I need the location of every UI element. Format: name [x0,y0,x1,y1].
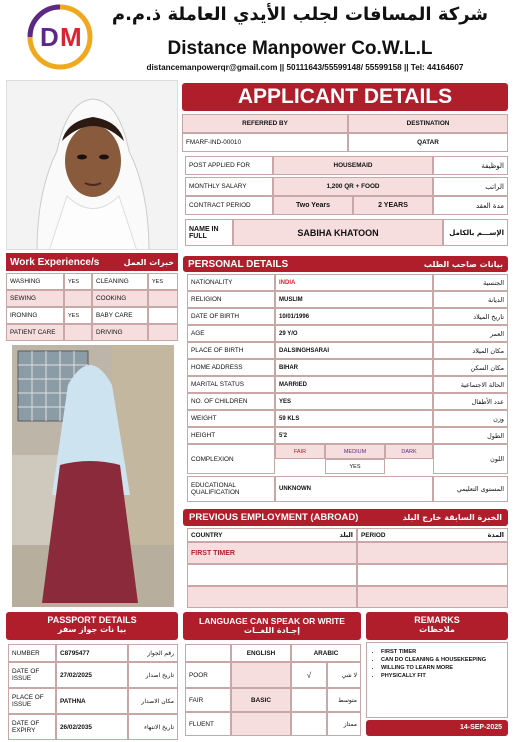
complexion-fair: FAIR [275,444,325,459]
passport-field-ar: تاريخ الانتهاء [128,714,178,740]
period-label-ar: المدة [487,531,504,539]
personal-field-ar: مكان السكن [433,359,508,376]
personal-field-value: INDIA [275,274,433,291]
education-value: UNKNOWN [275,476,433,502]
work-skill-label: WASHING [6,273,64,290]
name-label: NAME IN FULL [185,219,233,246]
work-skill-label: CLEANING [92,273,148,290]
passport-field-label: PLACE OF ISSUE [8,688,56,714]
work-skill-value: YES [64,273,92,290]
language-level-label: POOR [185,662,231,688]
destination-value: QATAR [348,133,508,152]
personal-field-value: MUSLIM [275,291,433,308]
work-skill-value [148,324,178,341]
arabic-level-mark [291,688,327,712]
english-level-value [231,712,291,736]
work-skill-label: COOKING [92,290,148,307]
salary-label: MONTHLY SALARY [185,177,273,196]
salary-ar: الراتب [433,177,508,196]
remark-item: • FIRST TIMER [381,648,507,656]
reference-number: FMARF-IND-00010 [182,133,348,152]
contact-line: distancemanpowerqr@gmail.com || 50111643/55599148/ 55599158 || Tel: 44164607 [146,63,464,72]
passport-field-ar: مكان الاصدار [128,688,178,714]
contract-value-1: Two Years [273,196,353,215]
passport-field-value: PATHNA [56,688,128,714]
company-name-arabic: شركة المسافات لجلب الأيدي العاملة ذ.م.م [111,4,489,25]
complexion-dark: DARK [385,444,433,459]
remarks-date: 14-SEP-2025 [366,720,508,736]
prev-empty-row-2 [187,586,357,608]
arabic-level-label: ممتاز [327,712,361,736]
arabic-level-mark: √ [291,662,327,688]
contract-ar: مدة العقد [433,196,508,215]
applicant-portrait-photo [6,80,178,250]
personal-field-ar: الحالة الاجتماعية [433,376,508,393]
personal-field-label: RELIGION [187,291,275,308]
arabic-column-label: ARABIC [291,644,361,662]
personal-details-title-ar: بيانات صاحب الطلب [423,259,503,269]
work-skill-label: BABY CARE [92,307,148,324]
passport-field-ar: رقم الجواز [128,644,178,662]
education-ar: المستوى التعليمي [433,476,508,502]
referred-by-label: REFERRED BY [182,114,348,133]
first-timer-value: FIRST TIMER [187,542,357,564]
language-header [183,612,361,640]
post-ar: الوظيفة [433,156,508,175]
personal-field-label: AGE [187,325,275,342]
language-title: LANGUAGE CAN SPEAK OR WRITE [199,616,345,626]
personal-field-value: YES [275,393,433,410]
personal-field-value: 10/01/1996 [275,308,433,325]
remarks-box [366,642,508,718]
destination-label: DESTINATION [348,114,508,133]
remarks-title: REMARKS [414,615,460,625]
english-level-value: BASIC [231,688,291,712]
personal-field-ar: الجنسية [433,274,508,291]
work-skill-label: SEWING [6,290,64,307]
english-level-value [231,662,291,688]
english-column-label: ENGLISH [231,644,291,662]
passport-field-value: 26/02/2035 [56,714,128,740]
personal-field-value: 59 KLS [275,410,433,427]
passport-field-value: 27/02/2025 [56,662,128,688]
remark-item: • CAN DO CLEANING & HOUSEKEEPING [381,656,507,664]
work-skill-label: PATIENT CARE [6,324,64,341]
arabic-level-label: متوسط [327,688,361,712]
complexion-label: COMPLEXION [187,444,275,474]
personal-field-ar: مكان الميلاد [433,342,508,359]
company-logo [26,2,102,70]
work-skill-value [148,307,178,324]
personal-field-label: DATE OF BIRTH [187,308,275,325]
personal-field-ar: العمر [433,325,508,342]
applicant-full-body-photo [12,345,174,607]
personal-field-value: BIHAR [275,359,433,376]
country-label-ar: البلد [339,531,353,539]
language-level-label: FAIR [185,688,231,712]
complexion-medium: MEDIUM [325,444,385,459]
personal-field-ar: عدد الأطفال [433,393,508,410]
personal-field-value: 5'2 [275,427,433,444]
previous-employment-header [183,509,508,526]
personal-field-label: MARITAL STATUS [187,376,275,393]
document-title: APPLICANT DETAILS [182,83,508,111]
remarks-title-ar: ملاحظات [419,625,455,634]
prev-empty-row-1 [187,564,357,586]
personal-details-header [183,256,508,272]
work-skill-label: DRIVING [92,324,148,341]
personal-field-value: MARRIED [275,376,433,393]
name-value: SABIHA KHATOON [233,219,443,246]
language-level-label: FLUENT [185,712,231,736]
post-label: POST APPLIED FOR [185,156,273,175]
complexion-ar: اللون [433,444,508,474]
personal-field-label: NATIONALITY [187,274,275,291]
country-label [187,528,357,542]
personal-field-ar: الطول [433,427,508,444]
period-label-text: PERIOD [361,531,386,539]
arabic-level-label: لا شي [327,662,361,688]
work-skill-value: YES [148,273,178,290]
company-name-english: Distance Manpower Co.W.L.L [167,38,433,59]
svg-text:D: D [40,22,59,52]
personal-field-value: 29 Y/O [275,325,433,342]
previous-employment-title-ar: الخبرة السابقة خارج البلد [402,513,502,522]
svg-text:M: M [60,22,82,52]
personal-field-ar: وزن [433,410,508,427]
personal-field-label: NO. OF CHILDREN [187,393,275,410]
language-title-ar: إجـادة اللغــات [244,626,300,635]
contract-value-2: 2 YEARS [353,196,433,215]
name-ar: الإســـم بالكامل [443,219,508,246]
passport-field-label: DATE OF EXPIRY [8,714,56,740]
personal-field-label: PLACE OF BIRTH [187,342,275,359]
prev-empty-row-2b [357,586,508,608]
work-experience-title-ar: خبرات العمل [123,257,174,267]
passport-header [6,612,178,640]
personal-field-ar: الديانة [433,291,508,308]
remark-item: • WILLING TO LEARN MORE [381,664,507,672]
passport-field-label: DATE OF ISSUE [8,662,56,688]
work-skill-value [64,290,92,307]
country-label-text: COUNTRY [191,531,223,539]
previous-employment-title: PREVIOUS EMPLOYMENT (ABROAD) [189,512,359,523]
complexion-mark: YES [325,459,385,474]
passport-title-ar: بيا نات جواز سفر [57,625,127,634]
salary-value: 1,200 QR + FOOD [273,177,433,196]
passport-title: PASSPORT DETAILS [47,615,137,625]
personal-field-label: WEIGHT [187,410,275,427]
passport-field-value: C8795477 [56,644,128,662]
lang-col-blank [185,644,231,662]
personal-field-label: HOME ADDRESS [187,359,275,376]
personal-field-ar: تاريخ الميلاد [433,308,508,325]
personal-field-label: HEIGHT [187,427,275,444]
personal-details-title: PERSONAL DETAILS [188,258,289,270]
work-skill-value [148,290,178,307]
passport-field-label: NUMBER [8,644,56,662]
education-label: EDUCATIONAL QUALIFICATION [187,476,275,502]
post-value: HOUSEMAID [273,156,433,175]
contract-label: CONTRACT PERIOD [185,196,273,215]
personal-field-value: DALSINGHSARAI [275,342,433,359]
period-value-empty [357,542,508,564]
work-skill-value [64,324,92,341]
remark-item: • PHYSICALLY FIT [381,672,507,680]
work-experience-header [6,253,178,271]
arabic-level-mark [291,712,327,736]
period-label [357,528,508,542]
prev-empty-row-1b [357,564,508,586]
work-skill-value: YES [64,307,92,324]
work-experience-title: Work Experience/s [10,256,100,268]
remarks-header [366,612,508,640]
passport-field-ar: تاريخ اصدار [128,662,178,688]
work-skill-label: IRONING [6,307,64,324]
